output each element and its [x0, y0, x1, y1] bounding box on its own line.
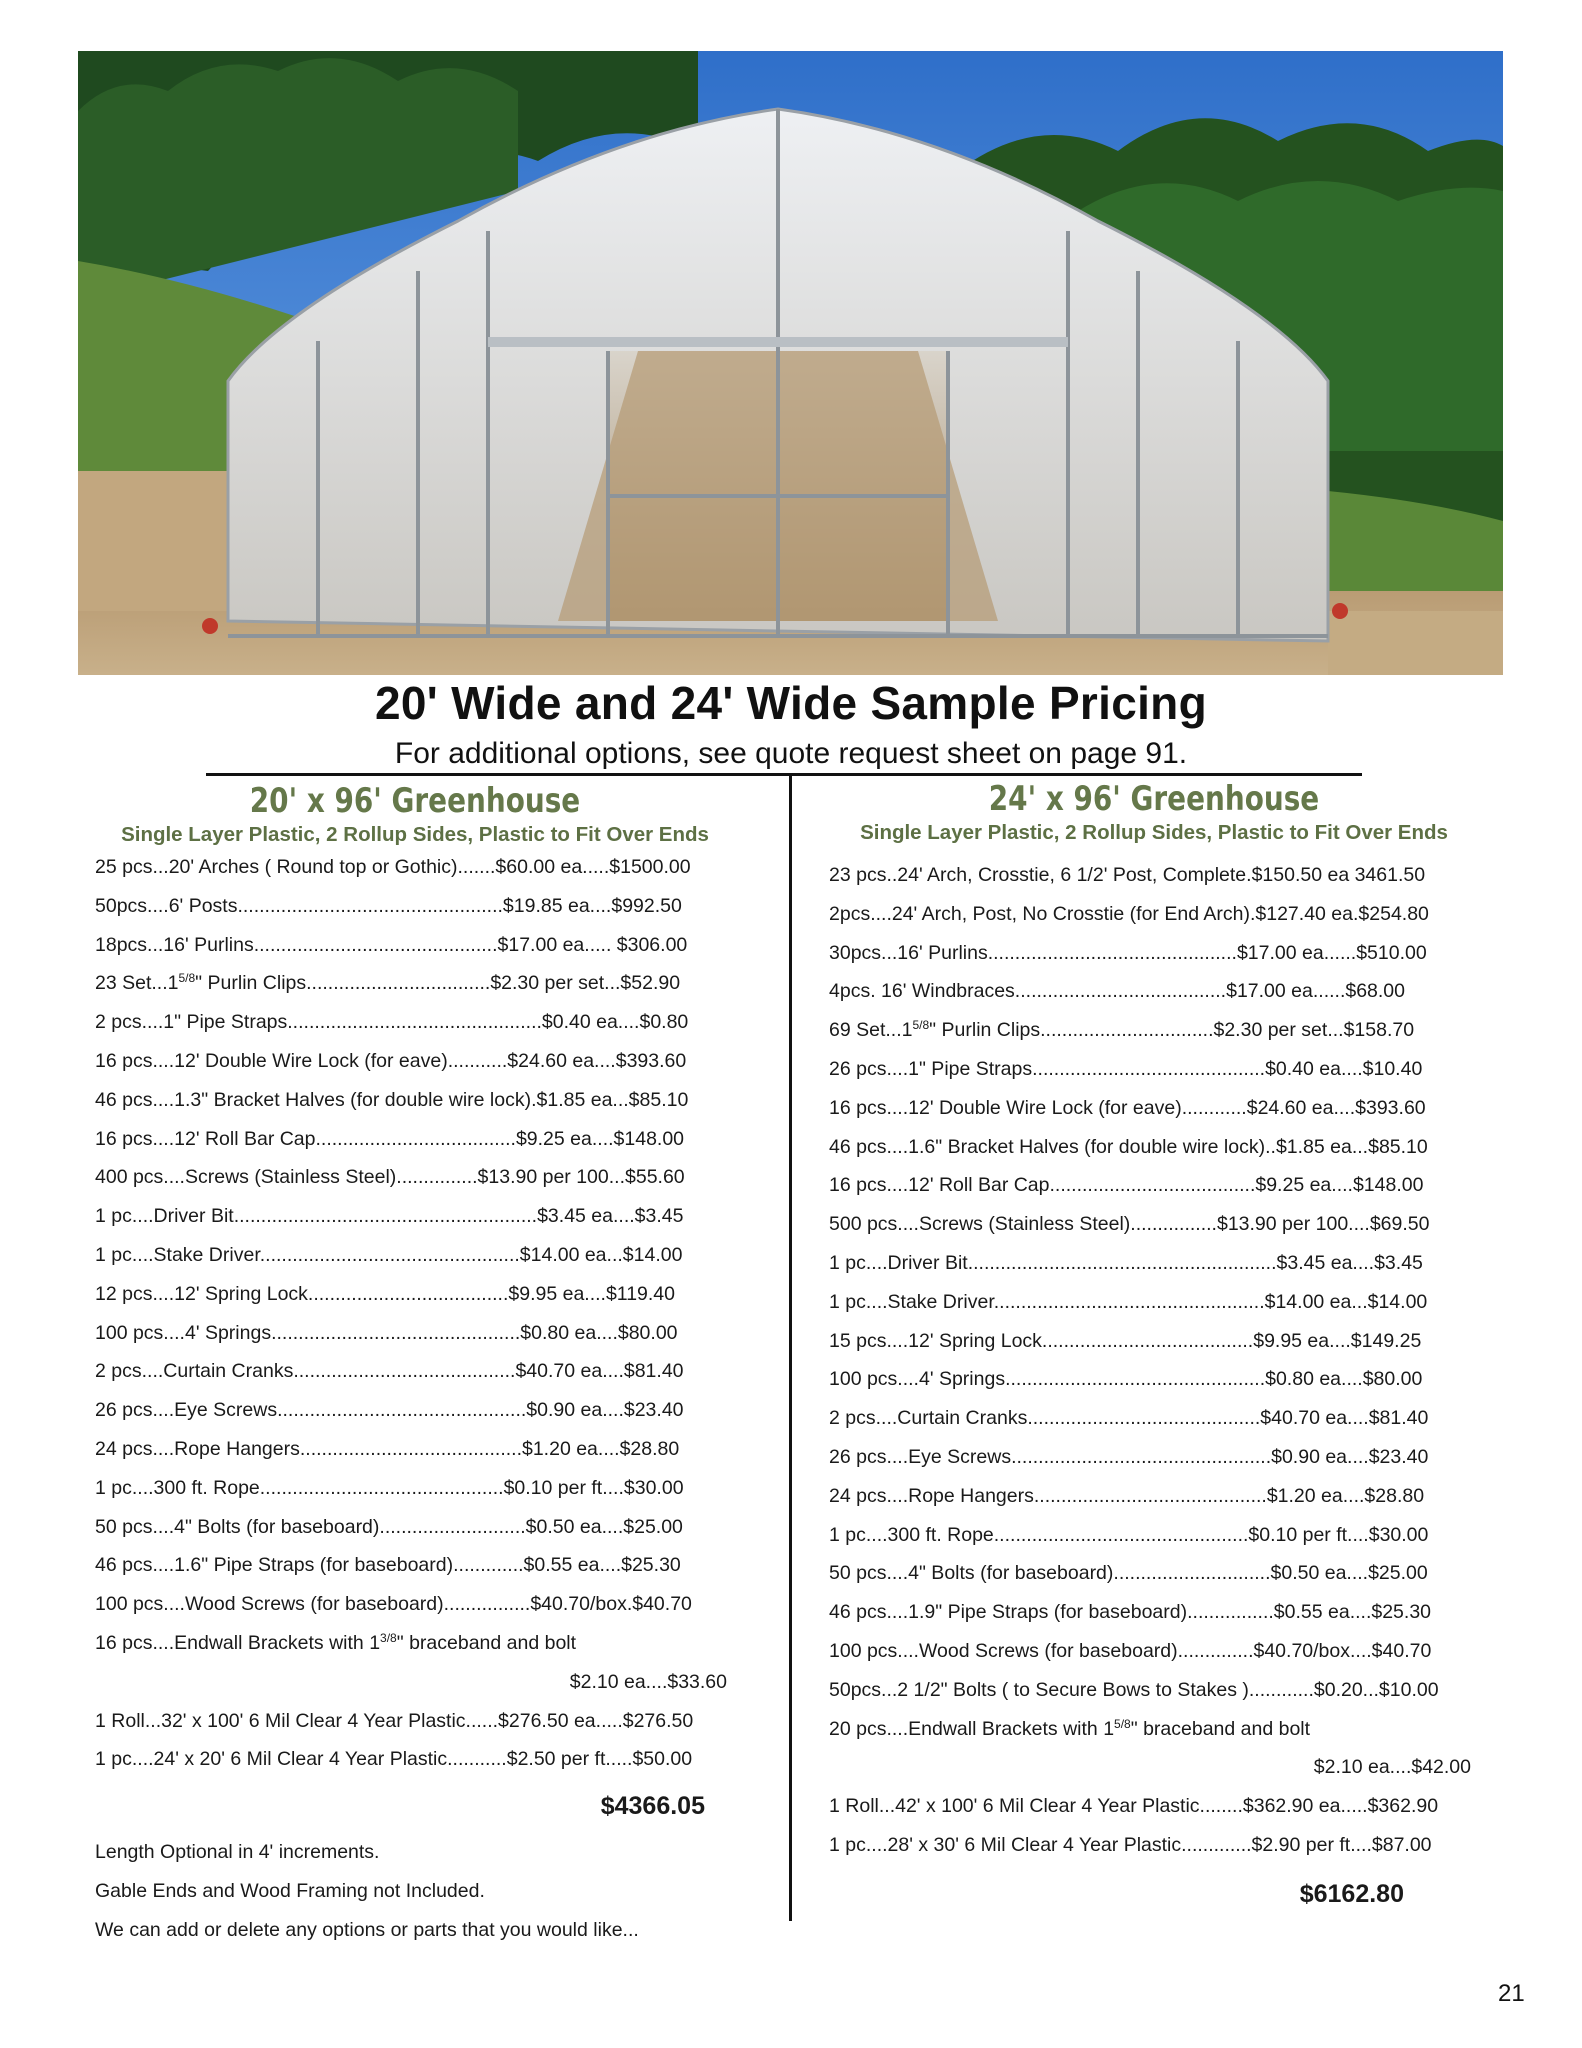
page-subtitle: For additional options, see quote request sheet on page 91.	[394, 737, 1188, 770]
price-line-item: 25 pcs...20' Arches ( Round top or Gothic).......$60.00 ea.....$1500.00	[95, 856, 691, 878]
column-subheading: Single Layer Plastic, 2 Rollup Sides, Plastic to Fit Over Ends	[121, 823, 709, 846]
price-line-item: 46 pcs....1.6" Pipe Straps (for baseboard).............$0.55 ea....$25.30	[95, 1554, 681, 1577]
notes-list	[95, 1833, 735, 1949]
price-line-item: 50 pcs....4" Bolts (for baseboard)...........................$0.50 ea....$25.00	[95, 1515, 683, 1538]
price-line-item: 30pcs...16' Purlins..............................................$17.00 ea......$510.00	[829, 941, 1427, 964]
price-line-item: 46 pcs....1.3" Bracket Halves (for double wire lock).$1.85 ea...$85.10	[95, 1088, 689, 1111]
price-line-item: 16 pcs....12' Double Wire Lock (for eave)............$24.60 ea....$393.60	[829, 1096, 1426, 1119]
price-line-item: 1 pc....Stake Driver..................................................$14.00 ea...$14.00	[829, 1290, 1428, 1313]
price-line-item: 50 pcs....4" Bolts (for baseboard).............................$0.50 ea....$25.00	[829, 1562, 1428, 1585]
price-line-item: 23 $Set...1^{5/8}$" Purlin Clips..................................$2.30 per set...$52.90	[95, 971, 681, 995]
price-line-item: 69 $Set...1^{5/8}$" Purlin Clips................................$2.30 per set...$158.70	[829, 1018, 1415, 1042]
price-line-item: 1 pc....300 ft. Rope...............................................$0.10 per ft....$30.00	[829, 1523, 1429, 1546]
price-line-item: 1 Roll...32' x 100' 6 Mil Clear 4 Year Plastic......$276.50 ea.....$276.50	[95, 1709, 694, 1732]
price-line-item: 1 pc....Driver Bit........................................................$3.45 ea....$3.45	[95, 1205, 684, 1228]
greenhouse-20x96-column	[95, 780, 735, 1950]
price-line-item: 2 pcs....Curtain Cranks.........................................$40.70 ea....$81.40	[95, 1360, 684, 1383]
column-divider	[789, 776, 792, 1921]
price-line-item: 1 pc....Stake Driver................................................$14.00 ea...$14.00	[95, 1243, 683, 1266]
price-line-item: 26 pcs....1" Pipe Straps...........................................$0.40 ea....$10.40	[829, 1057, 1423, 1080]
price-line-item: 100 pcs....Wood Screws (for baseboard)................$40.70/box.$40.70	[95, 1593, 692, 1616]
greenhouse-24x96-column	[829, 778, 1479, 1917]
price-line-item: 16 pcs....Endwall Brackets with $1^{3/8}$" braceband and bolt	[95, 1630, 577, 1654]
column-subheading: Single Layer Plastic, 2 Rollup Sides, Plastic to Fit Over Ends	[860, 821, 1448, 844]
price-line-item: $2.10 ea....$33.60	[569, 1670, 727, 1693]
price-line-item: 12 pcs....12' Spring Lock.....................................$9.95 ea....$119.40	[95, 1282, 676, 1305]
price-line-item: 24 pcs....Rope Hangers.........................................$1.20 ea....$28.80	[95, 1437, 680, 1460]
price-line-item: 1 pc....24' x 20' 6 Mil Clear 4 Year Plastic...........$2.50 per ft.....$50.00	[95, 1748, 693, 1771]
column-heading: 24' x 96' Greenhouse	[988, 779, 1320, 819]
page-number: 21	[1498, 1980, 1525, 2007]
total-price: $4366.05	[600, 1792, 705, 1821]
price-line-item: 500 pcs....Screws (Stainless Steel)................$13.90 per 100....$69.50	[829, 1213, 1430, 1236]
price-line-item: 2 pcs....1" Pipe Straps...............................................$0.40 ea....$0.80	[95, 1011, 689, 1034]
price-line-item: 1 pc....Driver Bit.........................................................$3.45 ea....$3.45	[829, 1251, 1423, 1274]
price-line-item: 1 pc....28' x 30' 6 Mil Clear 4 Year Plastic.............$2.90 per ft....$87.00	[829, 1833, 1432, 1856]
price-line-item: 50pcs...2 1/2" Bolts ( to Secure Bows to Stakes )............$0.20...$10.00	[829, 1678, 1439, 1701]
price-line-item: 26 pcs....Eye Screws..............................................$0.90 ea....$23.40	[95, 1399, 684, 1422]
price-line-item: 16 pcs....12' Double Wire Lock (for eave)...........$24.60 ea....$393.60	[95, 1049, 687, 1072]
price-line-item: 46 pcs....1.9" Pipe Straps (for baseboard)................$0.55 ea....$25.30	[829, 1601, 1432, 1624]
price-line-item: 100 pcs....4' Springs..............................................$0.80 ea....$80.00	[95, 1321, 678, 1344]
price-line-item: 16 pcs....12' Roll Bar Cap.....................................$9.25 ea....$148.00	[95, 1127, 685, 1150]
column-heading: 20' x 96' Greenhouse	[249, 781, 581, 821]
price-line-item: 24 pcs....Rope Hangers...........................................$1.20 ea....$28.80	[829, 1484, 1425, 1507]
price-line-item: 18pcs...16' Purlins.............................................$17.00 ea..... $306.00	[95, 933, 688, 956]
price-line-item: 1 pc....300 ft. Rope.............................................$0.10 per ft....$30.00	[95, 1476, 684, 1499]
price-line-item: 16 pcs....12' Roll Bar Cap......................................$9.25 ea....$148.00	[829, 1174, 1424, 1197]
header-divider	[206, 773, 1362, 776]
price-line-item: 46 pcs....1.6" Bracket Halves (for double wire lock)..$1.85 ea...$85.10	[829, 1135, 1428, 1158]
page-title: 20' Wide and 24' Wide Sample Pricing	[375, 677, 1207, 729]
price-line-item: 2pcs....24' Arch, Post, No Crosstie (for End Arch).$127.40 ea.$254.80	[829, 902, 1429, 925]
price-line-item: 2 pcs....Curtain Cranks...........................................$40.70 ea....$81.40	[829, 1407, 1429, 1430]
note-line: Length Optional in 4' increments.	[95, 1841, 380, 1864]
price-line-item: 100 pcs....4' Springs................................................$0.80 ea....$80.00	[829, 1368, 1423, 1391]
price-line-item: 1 Roll...42' x 100' 6 Mil Clear 4 Year Plastic........$362.90 ea.....$362.90	[829, 1795, 1439, 1818]
greenhouse-photo	[78, 51, 1503, 675]
price-list	[95, 848, 735, 1779]
price-line-item: 26 pcs....Eye Screws................................................$0.90 ea....$23.40	[829, 1445, 1429, 1468]
note-line: We can add or delete any options or parts that you would like...	[95, 1918, 639, 1941]
note-line: Gable Ends and Wood Framing not Included.	[95, 1879, 485, 1902]
price-line-item: 15 pcs....12' Spring Lock.......................................$9.95 ea....$149.25	[829, 1329, 1422, 1352]
price-line-item: $2.10 ea....$42.00	[1313, 1756, 1471, 1779]
price-line-item: 400 pcs....Screws (Stainless Steel)...............$13.90 per 100...$55.60	[95, 1166, 685, 1189]
price-line-item: 4pcs. 16' Windbraces.......................................$17.00 ea......$68.00	[829, 980, 1406, 1003]
total-price: $6162.80	[1299, 1879, 1404, 1908]
price-line-item: 50pcs....6' Posts.................................................$19.85 ea....$992.50	[95, 894, 682, 917]
price-line-item: 23 pcs..24' Arch, Crosstie, 6 1/2' Post, Complete.$150.50 ea 3461.50	[829, 864, 1426, 886]
price-line-item: 100 pcs....Wood Screws (for baseboard)..............$40.70/box....$40.70	[829, 1639, 1432, 1662]
price-list	[829, 856, 1479, 1865]
price-line-item: 20 pcs....Endwall Brackets with $1^{5/8}$" braceband and bolt	[829, 1716, 1311, 1740]
